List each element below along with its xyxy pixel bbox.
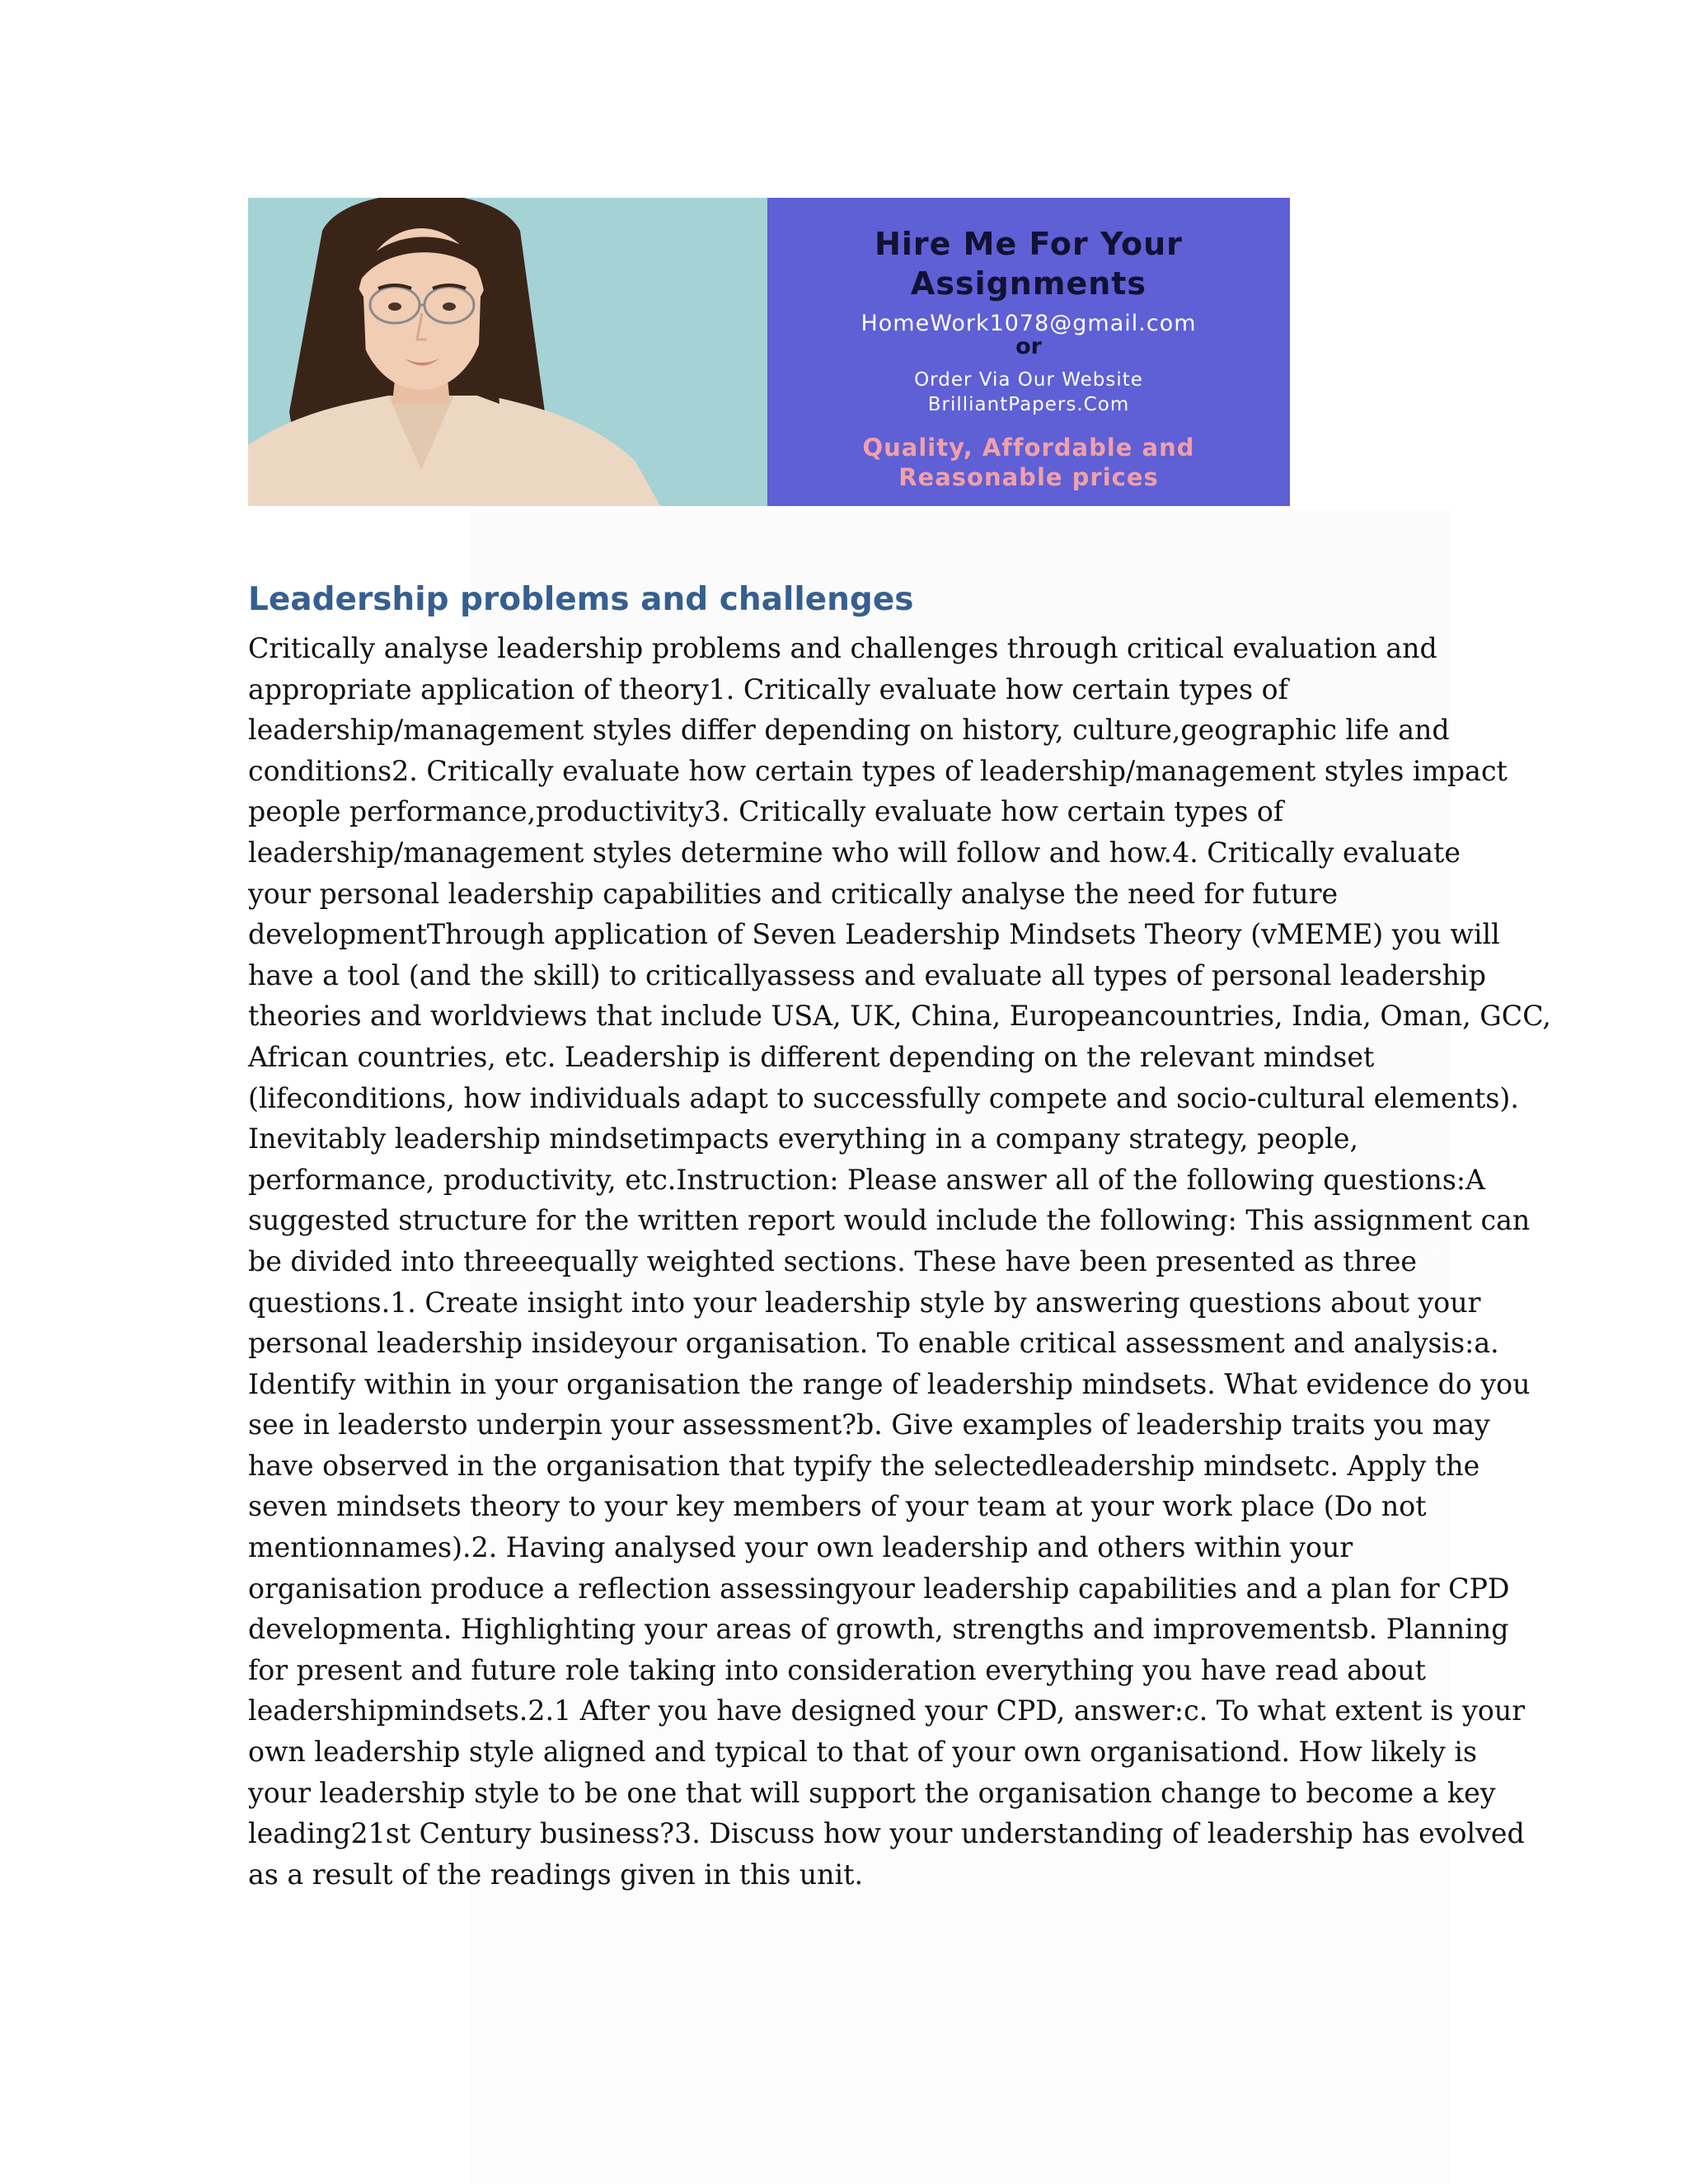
- body-line: seven mindsets theory to your key members of your team at your work place (Do not: [248, 1490, 1427, 1523]
- body-line: questions.1. Create insight into your leadership style by answering questions about your: [248, 1286, 1481, 1319]
- body-line: be divided into threeequally weighted sections. These have been presented as three: [248, 1244, 1418, 1277]
- body-line: as a result of the readings given in this unit.: [248, 1858, 864, 1891]
- banner-title: Hire Me For Your Assignments: [874, 226, 1183, 302]
- body-line: your personal leadership capabilities and critically analyse the need for future: [248, 877, 1339, 910]
- body-line: mentionnames).2. Having analysed your own leadership and others within your: [248, 1531, 1353, 1564]
- body-line: developmentThrough application of Seven Leadership Mindsets Theory (vMEME) you will: [248, 918, 1500, 951]
- body-line: suggested structure for the written report would include the following: This assignment can: [248, 1204, 1531, 1237]
- banner-website: Order Via Our Website BrilliantPapers.Com: [914, 369, 1143, 415]
- body-line: Identify within in your organisation the range of leadership mindsets. What evidence do you: [248, 1367, 1531, 1400]
- document-body: [248, 628, 1551, 1895]
- body-line: people performance,productivity3. Critically evaluate how certain types of: [248, 795, 1284, 828]
- woman-portrait-image: [248, 198, 767, 506]
- banner-photo: [248, 198, 767, 506]
- body-line: performance, productivity, etc.Instruction: Please answer all of the following questions:A: [248, 1163, 1486, 1196]
- banner-email: HomeWork1078@gmail.com: [860, 311, 1197, 336]
- body-line: for present and future role taking into consideration everything you have read about: [248, 1653, 1426, 1686]
- banner-or: or: [1015, 334, 1042, 359]
- body-line: Critically analyse leadership problems and challenges through critical evaluation and: [248, 632, 1437, 664]
- body-line: Inevitably leadership mindsetimpacts everything in a company strategy, people,: [248, 1122, 1359, 1155]
- body-line: developmenta. Highlighting your areas of growth, strengths and improvementsb. Planning: [248, 1613, 1509, 1646]
- body-line: have observed in the organisation that typify the selectedleadership mindsetc. Apply the: [248, 1449, 1480, 1482]
- body-line: African countries, etc. Leadership is different depending on the relevant mindset: [248, 1040, 1375, 1073]
- body-line: leadershipmindsets.2.1 After you have designed your CPD, answer:c. To what extent is your: [248, 1694, 1526, 1727]
- body-line: organisation produce a reflection assessingyour leadership capabilities and a plan for CPD: [248, 1572, 1510, 1605]
- body-line: (lifeconditions, how individuals adapt to successfully compete and socio-cultural elements).: [248, 1081, 1519, 1114]
- body-line: leadership/management styles determine who will follow and how.4. Critically evaluate: [248, 836, 1461, 869]
- body-line: personal leadership insideyour organisation. To enable critical assessment and analysis:a.: [248, 1327, 1499, 1360]
- body-line: leading21st Century business?3. Discuss how your understanding of leadership has evolved: [248, 1817, 1525, 1850]
- body-line: theories and worldviews that include USA, UK, China, Europeancountries, India, Oman, GCC,: [248, 1000, 1551, 1033]
- body-line: appropriate application of theory1. Critically evaluate how certain types of: [248, 673, 1288, 705]
- body-line: own leadership style aligned and typical to that of your own organisationd. How likely is: [248, 1736, 1477, 1769]
- document-title: Leadership problems and challenges: [248, 581, 914, 618]
- advertisement-banner: [248, 198, 1290, 506]
- body-line: your leadership style to be one that will support the organisation change to become a key: [248, 1776, 1496, 1809]
- body-line: see in leadersto underpin your assessment?b. Give examples of leadership traits you may: [248, 1408, 1490, 1441]
- banner-promo-panel: [767, 198, 1290, 506]
- body-line: have a tool (and the skill) to criticallyassess and evaluate all types of personal leadership: [248, 958, 1487, 991]
- banner-tagline: Quality, Affordable and Reasonable prices: [862, 434, 1195, 491]
- body-line: leadership/management styles differ depending on history, culture,geographic life and: [248, 714, 1450, 747]
- body-line: conditions2. Critically evaluate how certain types of leadership/management styles impact: [248, 754, 1507, 787]
